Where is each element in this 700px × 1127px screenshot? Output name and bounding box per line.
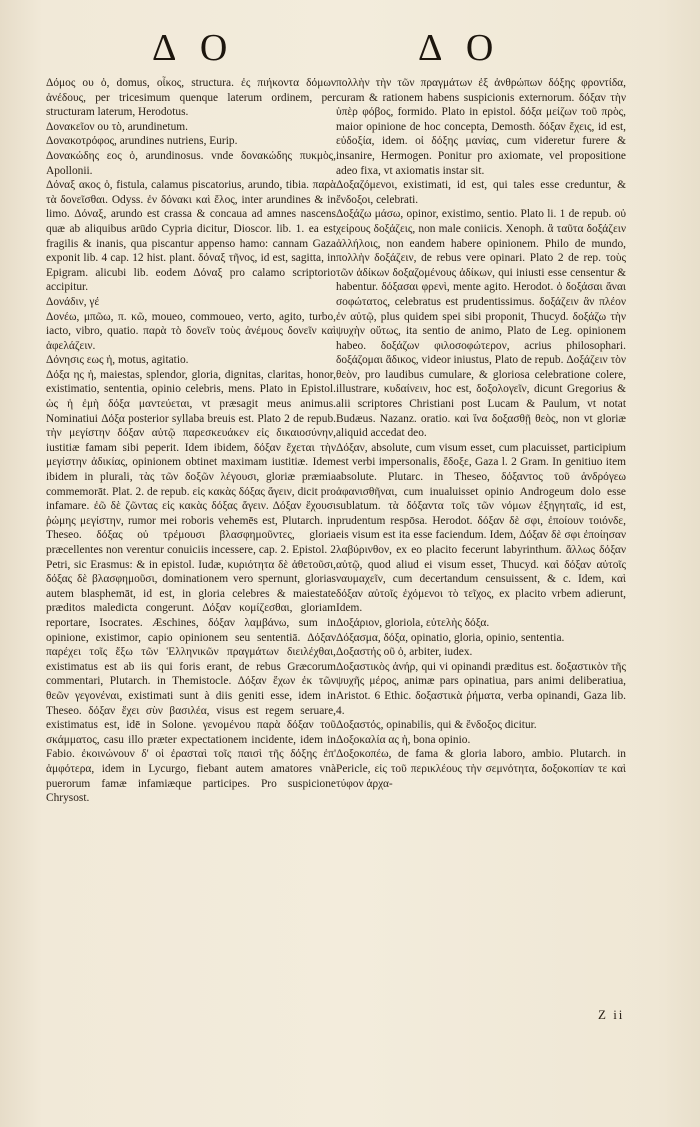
signature-mark: Z ii [598,1007,625,1022]
dictionary-entry: Δονέω, μπῶω, π. κῶ, moueo, commoueo, verto, agito, turbo, iacto, vibro, quatio. παρὰ τὸ δονεῖν τοὺς ἀνέμους δονεῖν καὶ ἀφελάζειν. [46,310,336,352]
dictionary-entry: Δόνησις εως ἡ, motus, agitatio. [46,354,189,367]
running-head-right: Δ Ο [418,27,502,69]
dictionary-entry: πολλὴν τὴν τῶν πραγμάτων ἐξ ἀνθρώπων δόξης φροντίδα, curam & rationem habens suspicionis externorum. δόξαν τὴν ὑπὲρ φόβος, formido. Plato in epistol. δόξα μείζων τοῦ πρὸς, maior opinione de hoc concepta, Demosth. δόξαν ἔχεις, id est, εὐδοξία, idem. οἱ δόξης μανίας, cum videretur furere & insanire, Hermogen. Ponitur pro axiomate, vel propositione adeo fixa, vt axiomatis instar sit. [336,77,626,177]
dictionary-entry: Δονάδιν, γέ [46,295,100,308]
dictionary-entry: Δοξαζόμενοι, existimati, id est, qui tales esse creduntur, & ἔνδοξοι, celebrati. [336,179,626,206]
dictionary-entry: Δοξοκοπέω, de fama & gloria laboro, ambio. Plutarch. in Pericle, εἰς τοῦ περικλέους τὴν σεμνότητα, δοξοκοπίαν τε καὶ τύφον ἀρχα- [336,748,626,790]
dictionary-entry: Δόμος ου ὁ, domus, οἶκος, structura. ἐς πιήκοντα δόμων ἀνέδους, per tricesimum quenque laterum ordinem, per structuram laterum, Herodotus. [46,77,336,119]
dictionary-entry: Δόναξ ακος ὁ, fistula, calamus piscatorius, arundo, tibia. παρὰ τὰ δονεῖσθαι. Odyss. ἐν δόνακι καὶ ἕλος, inter arundines & in limo. Δόναξ, arundo est crassa & concaua ad amnes nascens quæ ab aliquibus arūdo Cypria dicitur, Dioscor. lib. 1. ea est fragilis & inanis, qua piscantur appenso hamo: cannam Gaza exponit lib. 4 cap. 12 hist. plant. δόναξ τῆνος, id est, sagitta, in Epigram. alicubi lib. eodem Δόναξ pro calamo scriptorio accipitur. [46,179,336,294]
dictionary-entry: Δόξασμα, δόξα, opinatio, gloria, opinio, sententia. [336,631,565,644]
dictionary-entry: Δονακεῖον ου τὸ, arundinetum. [46,120,188,133]
dictionary-entry: Δοξοκαλία ας ἡ, bona opinio. [336,733,471,746]
dictionary-entry: Δονακοτρόφος, arundines nutriens, Eurip. [46,135,238,148]
dictionary-entry: Δονακώδης εος ὁ, arundinosus. vnde δονακώδης πυκμὸς, Apollonii. [46,149,336,177]
dictionary-entry: Δοξάζω μάσω, opinor, existimo, sentio. Plato li. 1 de repub. οὐ χείρους δοξάζεις, non male coniicis. Xenoph. ἃ ταῦτα δοξάζειν ἀλλήλοις, non eandem habere opinionem. Philo de mundo, πολλὴν δοξάζειν, de rebus vere opinari. Plato 2 de rep. τοὺς τῶν ἀδίκων δοξαζομένους ἀδίκων, qui iniusti esse censentur & habentur. δόξασαι φρενὶ, mente agito. Herodot. ὁ δοξάσαι ἄναι σοφώτατος, celebratus est prudentissimus. δοξάζειν ἂν πλέον ἐν αὐτῷ, plus quidem spei sibi proponit, Thucyd. δοξάζω τὴν ψυχὴν οὕτως, ita sentio de animo, Plato de Leg. opinionem habeo. δοξάζων φιλοσοφώτερον, acrius philosophari. δοξάζομαι ἄδικος, videor iniustus, Plato de repub. Δοξάζειν τὸν θεὸν, pro laudibus cumulare, & gloriosa celebratione colere, illustrare, κυδαίνειν, hoc est, δοξολογεῖν, dicunt Gregorius & alii scriptores Christiani post Lucam & Paulum, vt notat Budæus. Nazanz. oratio. καὶ ἵνα δοξασθῇ θεὸς, non vt gloriæ aliquid accedat deo. [336,208,626,440]
dictionary-entry: Δοξαστής οῦ ὁ, arbiter, iudex. [336,646,473,659]
dictionary-entry: Δόξα ης ἡ, maiestas, splendor, gloria, dignitas, claritas, honor, existimatio, sententia, opinio celebris, mens. Plato in Epistol. ὡς ἡ ἐμὴ δόξα μαντεύεται, vt præsagit meus animus. Nominatiui Δόξα posterior syllaba breuis est. Plato 2 de repub. τὴν μεγίστην δόξαν αὐτῷ παρεσκευάκεν εἰς δικαιοσύνην, iustitiæ famam sibi peperit. Idem ibidem, δόξαν ἔχεται τὴν μεγίστην ἀδικίας, opinionem obtinet maximam iustitiæ. Idem ibidem in plurali, τὰς τῶν δοξῶν λέγουσι, gloriæ præmia commemorāt. Plat. 2. de repub. εἰς κακὰς δόξας ἄγειν, dicit pro infamare. ἐῶ δὲ ζῶντας εἰς κακὰς δόξας ἄγειν. Δόξαν ἔχουσι ῥώμης μεγίστην, rumor mei roboris vehemēs est, Plutarch. in Theseo. δόξας οὐ τρέμουσι βλασφημοῦντες, gloria præcellentes non verentur conuiciis incessere, cap. 2. Epistol. 2 Petri, sic Erasmus: & in epistol. Iudæ, κυριότητα δὲ ἀθετοῦσι, δόξας δὲ βλασφημοῦσι, dominationem vero spernunt, glorias autem blasphemāt, id est, in gloria celebres & maiestate præditos maledicta congerunt. Δόξαν κομίζεσθαι, gloriam reportare, Isocrates. Æschines, δόξαν λαμβάνω, sum in opinione, existimor, capio opinionem seu sententiā. Δόξαν παρέχει τοῖς ἔξω τῶν Ἑλληνικῶν πραγμάτων διειλέχθαι, existimatus est ab iis qui foris erant, de rebus Græcorum commentari, Plutarch. in Themistocle. Δόξαν ἔχων ἐκ τῶν θεῶν γεγονέναι, existimati sunt à diis geniti esse, idem in Theseo. δόξαν ἔχει σὺν βασιλέα, visus est regem seruare, existimatus est, idē in Solone. γενομένου παρὰ δόξαν τοῦ σκάμματος, casu illo præter expectationem incidente, idem in Fabio. ἐκοινώνουν δ' οἱ ἐρασταὶ τοῖς παισὶ τῆς δόξης ἐπ' ἀμφότερα, idem in Lycurgo, fiebant autem amatores vnà puerorum famæ infamiæque participes. Pro suspicione Chrysost. [46,368,336,805]
left-column [46,76,336,806]
dictionary-entry: Δόξαν, absolute, cum visum esset, cum placuisset, participium est verbi impersonalis, ἔδοξε, Gaza l. 2 Gram. In genitiuo item absolute. Plutarc. in Theseo, δόξαντος τοῦ ἀνδρόγεω ἀφανισθῆναι, cum inualuisset opinio Androgeum dolo esse sublatum. τὰ δόξαντα τοῖς τῶν νόμων ἐξηγηταῖς, id est, prudentum respōsa. Herodot. δόξαν δὲ σφι, ἐποίουν τοιόνδε, eis visum est ita esse faciendum. Idem, Δόξαν δὲ σφι ἐποίησαν λαβύρινθον, ex eo placito fecerunt labyrinthum. ἄλλως δόξαν αὐτῷ, quod aliud ei visum esset, Thucyd. καὶ δόξαν αὐτοῖς ναυμαχεῖν, cum decertandum censuissent, & c. Idem, καὶ δόξαν αὐτοῖς ἐχόμενοι τὸ τεῖχος, ex placito vrbem adierunt, Idem. [336,441,626,615]
dictionary-entry: Δοξάριον, gloriola, εὐτελὴς δόξα. [336,616,490,629]
running-head-left: Δ Ο [152,27,236,69]
dictionary-entry: Δοξαστός, opinabilis, qui & ἔνδοξος dicitur. [336,719,537,732]
right-column [336,76,626,791]
dictionary-entry: Δοξαστικὸς ἀνήρ, qui vi opinandi præditus est. δοξαστικὸν τῆς ψυχῆς μέρος, animæ pars opinatiua, pars animi deliberatiua, Aristot. 6 Ethic. δοξαστικὰ ῥήματα, verba opinandi, Gaza lib. 4. [336,660,626,717]
